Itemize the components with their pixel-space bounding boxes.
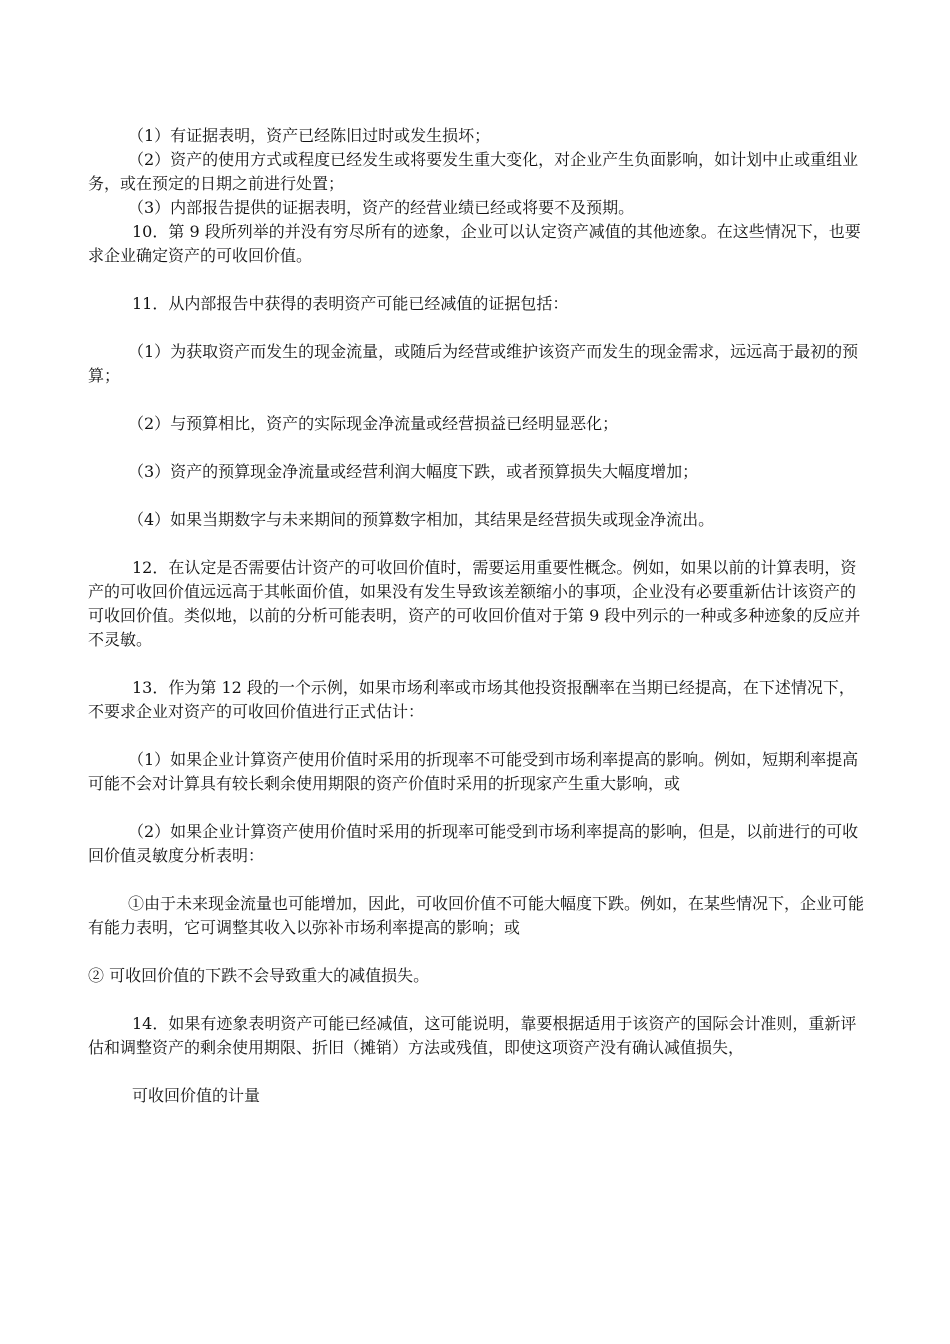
paragraph-12: 12．在认定是否需要估计资产的可收回价值时，需要运用重要性概念。例如，如果以前的计算表明，资产的可收回价值远远高于其帐面价值，如果没有发生导致该差额缩小的事项，企业没有必要重新估计该资产的可收回价值。类似地，以前的分析可能表明，资产的可收回价值对于第 9 段中列示的一种或多种迹象的反应并不灵敏。	[88, 558, 861, 649]
paragraph-11-item-1: （1）为获取资产而发生的现金流量，或随后为经营或维护该资产而发生的现金需求，远远高于最初的预算；	[88, 342, 859, 385]
paragraph-11-item-2: （2）与预算相比，资产的实际现金净流量或经营损益已经明显恶化；	[128, 414, 619, 433]
paragraph-14: 14．如果有迹象表明资产可能已经减值，这可能说明，靠要根据适用于该资产的国际会计准则，重新评估和调整资产的剩余使用期限、折旧（摊销）方法或残值，即使这项资产没有确认减值损失，	[88, 1014, 857, 1057]
paragraph-internal-report: （3）内部报告提供的证据表明，资产的经营业绩已经或将要不及预期。	[128, 198, 635, 217]
paragraph-13-sub-1: ①由于未来现金流量也可能增加，因此，可收回价值不可能大幅度下跌。例如，在某些情况下，企业可能有能力表明，它可调整其收入以弥补市场利率提高的影响；或	[88, 894, 865, 937]
paragraph-11-item-4: （4）如果当期数字与未来期间的预算数字相加，其结果是经营损失或现金净流出。	[128, 510, 715, 529]
section-heading-recoverable-value: 可收回价值的计量	[132, 1086, 261, 1105]
paragraph-13: 13．作为第 12 段的一个示例，如果市场利率或市场其他投资报酬率在当期已经提高，在下述情况下，不要求企业对资产的可收回价值进行正式估计：	[88, 678, 855, 721]
paragraph-10: 10．第 9 段所列举的并没有穷尽所有的迹象，企业可以认定资产减值的其他迹象。在这些情况下，也要求企业确定资产的可收回价值。	[88, 222, 861, 265]
paragraph-usage-change: （2）资产的使用方式或程度已经发生或将要发生重大变化，对企业产生负面影响，如计划中止或重组业务，或在预定的日期之前进行处置；	[88, 150, 859, 193]
paragraph-11: 11．从内部报告中获得的表明资产可能已经减值的证据包括：	[132, 294, 569, 313]
document-body	[88, 124, 864, 1108]
paragraph-13-item-1: （1）如果企业计算资产使用价值时采用的折现率不可能受到市场利率提高的影响。例如，短期利率提高可能不会对计算具有较长剩余使用期限的资产价值时采用的折现家产生重大影响，或	[88, 750, 859, 793]
paragraph-13-sub-2: ② 可收回价值的下跌不会导致重大的减值损失。	[88, 966, 430, 985]
paragraph-13-item-2: （2）如果企业计算资产使用价值时采用的折现率可能受到市场利率提高的影响，但是，以前进行的可收回价值灵敏度分析表明：	[88, 822, 859, 865]
paragraph-evidence-obsolete: （1）有证据表明，资产已经陈旧过时或发生损坏；	[128, 126, 491, 145]
paragraph-11-item-3: （3）资产的预算现金净流量或经营利润大幅度下跌，或者预算损失大幅度增加；	[128, 462, 699, 481]
